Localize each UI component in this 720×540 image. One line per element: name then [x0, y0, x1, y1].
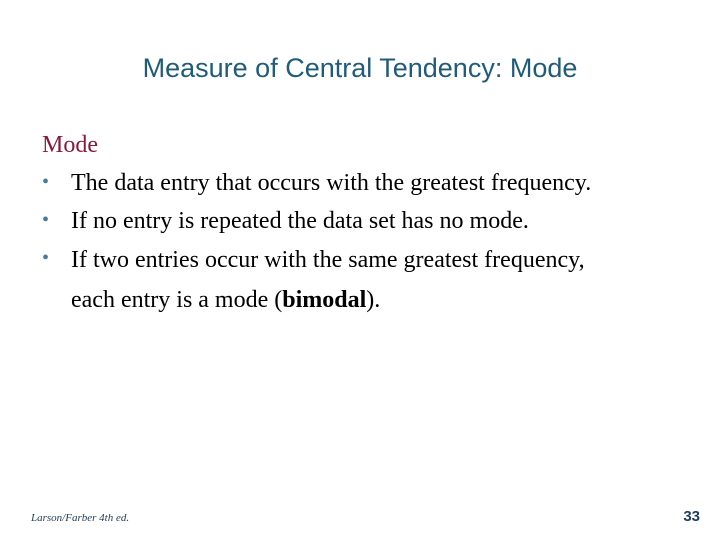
section-heading: Mode: [42, 132, 98, 158]
page-number: 33: [683, 508, 700, 525]
bullet-item: [42, 164, 702, 202]
bullet-icon: •: [42, 247, 50, 269]
bullet-text: If no entry is repeated the data set has no mode.: [71, 208, 529, 234]
bullet-item: [42, 240, 702, 320]
slide-title: Measure of Central Tendency: Mode: [142, 53, 578, 83]
bullet-list: [42, 164, 702, 320]
bullet-text-after: ).: [366, 287, 381, 313]
bullet-item: [42, 202, 702, 240]
bullet-text: The data entry that occurs with the greatest frequency.: [71, 170, 592, 196]
footer-credit: Larson/Farber 4th ed.: [31, 512, 130, 524]
bimodal-term: bimodal: [282, 287, 367, 313]
slide-body: [42, 126, 702, 320]
bullet-text-before: each entry is a mode (: [71, 287, 283, 313]
bullet-text-line-2: [71, 280, 702, 320]
bullet-text-line-1: If two entries occur with the same greatest frequency,: [71, 247, 585, 273]
bullet-icon: •: [42, 209, 50, 231]
bullet-icon: •: [42, 171, 50, 193]
